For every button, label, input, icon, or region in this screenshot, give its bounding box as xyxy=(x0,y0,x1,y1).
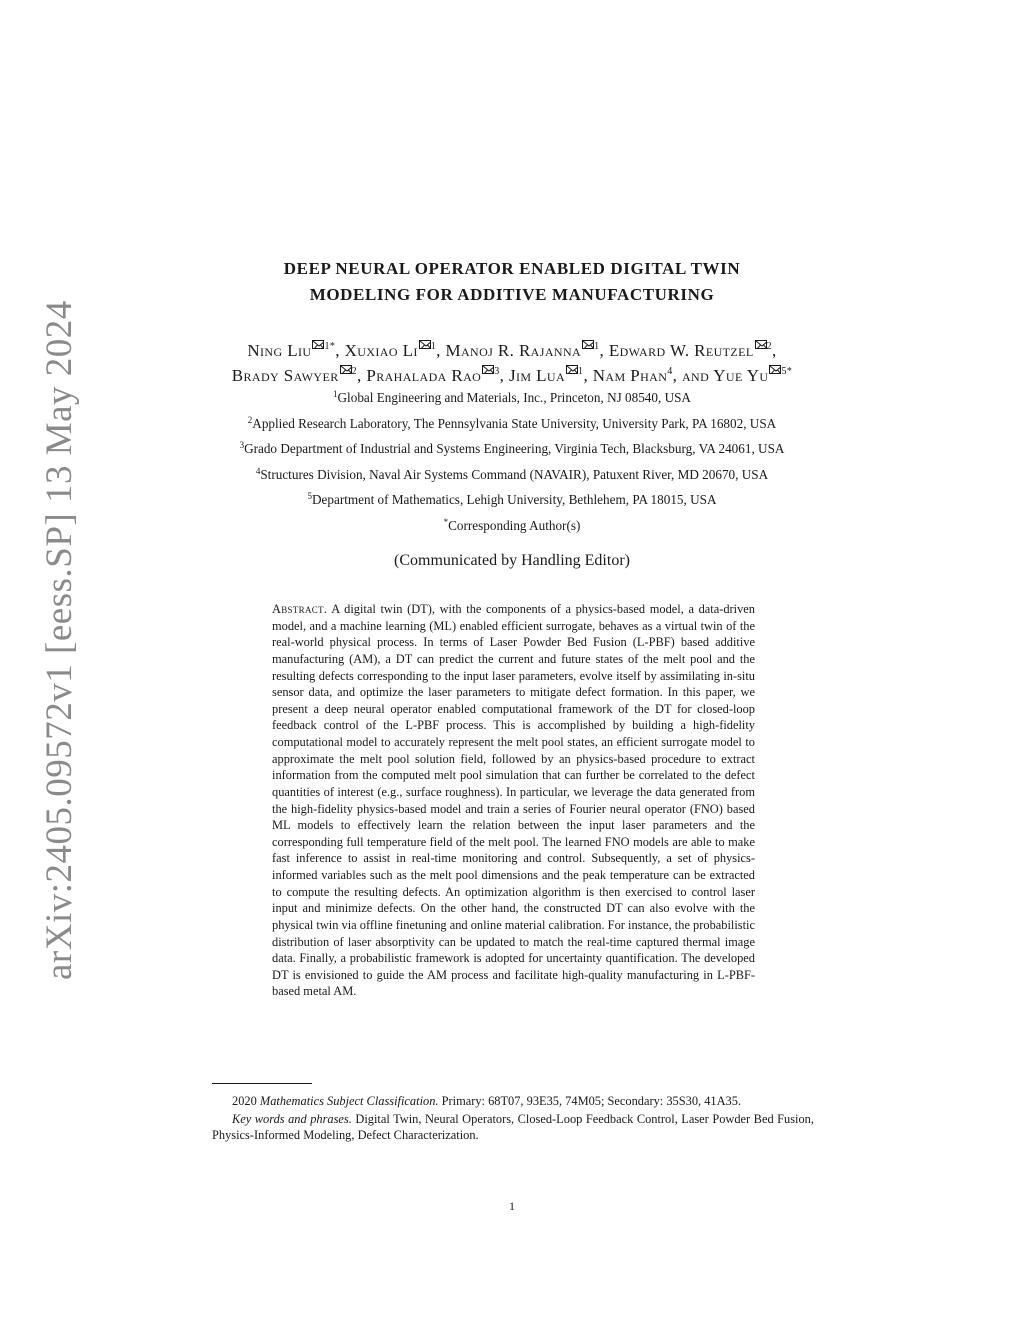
email-icon[interactable] xyxy=(482,365,494,374)
arxiv-stamp: arXiv:2405.09572v1 [eess.SP] 13 May 2024 xyxy=(39,300,80,980)
email-icon[interactable] xyxy=(419,340,431,349)
abstract-label: Abstract. xyxy=(272,602,328,616)
author-affiliation-mark: 4 xyxy=(667,366,673,377)
author-separator: , xyxy=(436,341,446,360)
author-list xyxy=(150,340,874,390)
keywords-footnote: Key words and phrases. Digital Twin, Neural Operators, Closed-Loop Feedback Control, Laser Powder Bed Fusion, Physics-Informed Modeling, Defect Characterization. xyxy=(212,1111,814,1142)
author-affiliation-mark: 1 xyxy=(594,341,600,352)
author-separator: , xyxy=(599,341,609,360)
author-affiliation-mark: 2 xyxy=(351,366,358,377)
paper-title xyxy=(160,256,864,308)
author-name: Prahalada Rao xyxy=(366,366,482,385)
abstract xyxy=(272,601,755,1000)
footnote-rule xyxy=(212,1083,312,1084)
author-affiliation-mark: 1 xyxy=(430,341,437,352)
affiliation: $^5$Department of Mathematics, Lehigh University, Bethlehem, PA 18015, USA xyxy=(307,491,717,508)
author-affiliation-mark: 1* xyxy=(324,341,336,352)
affiliation: $^1$Global Engineering and Materials, Inc., Princeton, NJ 08540, USA xyxy=(333,389,691,405)
author-name: Ning Liu xyxy=(247,341,312,360)
corresponding-author-note: *Corresponding Author(s) xyxy=(443,516,581,533)
msc-footnote: 2020 Mathematics Subject Classification. Primary: 68T07, 93E35, 74M05; Secondary: 35S30, 41A35. xyxy=(232,1094,742,1108)
communicated-by: (Communicated by Handling Editor) xyxy=(394,552,630,569)
author-line-1 xyxy=(150,340,874,365)
author-separator: , xyxy=(771,341,777,360)
author-separator: , xyxy=(335,341,345,360)
title-line-1: DEEP NEURAL OPERATOR ENABLED DIGITAL TWIN xyxy=(283,259,741,278)
affiliation: $^4$Structures Division, Naval Air Systems Command (NAVAIR), Patuxent River, MD 20670, USA xyxy=(255,465,769,482)
author-name: Manoj R. Rajanna xyxy=(445,341,582,360)
email-icon[interactable] xyxy=(582,340,594,349)
author-affiliation-mark: 5* xyxy=(781,366,793,377)
page-number: 1 xyxy=(509,1199,515,1213)
author-separator: , xyxy=(583,366,593,385)
affiliation: $^2$Applied Research Laboratory, The Pennsylvania State University, University Park, PA 16802, USA xyxy=(247,414,777,431)
author-separator: , and xyxy=(672,366,714,385)
author-affiliation-mark: 3 xyxy=(494,366,500,377)
email-icon[interactable] xyxy=(755,340,767,349)
author-name: Yue Yu xyxy=(713,366,769,385)
author-name: Edward W. Reutzel xyxy=(608,341,754,360)
author-name: Xuxiao Li xyxy=(344,341,418,360)
title-line-2: MODELING FOR ADDITIVE MANUFACTURING xyxy=(309,285,715,304)
author-name: Jim Lua xyxy=(508,366,566,385)
affiliation-list xyxy=(150,389,874,543)
author-name: Nam Phan xyxy=(592,366,668,385)
author-line-2 xyxy=(150,365,874,390)
affiliation: $^3$Grado Department of Industrial and Systems Engineering, Virginia Tech, Blacksburg, VA 24061, USA xyxy=(239,440,785,457)
author-separator: , xyxy=(357,366,367,385)
email-icon[interactable] xyxy=(566,365,578,374)
email-icon[interactable] xyxy=(312,340,324,349)
author-affiliation-mark: 2 xyxy=(766,341,772,352)
author-name: Brady Sawyer xyxy=(231,366,339,385)
author-affiliation-mark: 1 xyxy=(578,366,584,377)
footnotes xyxy=(212,1093,814,1145)
email-icon[interactable] xyxy=(769,365,781,374)
author-separator: , xyxy=(499,366,509,385)
abstract-text: A digital twin (DT), with the components of a physics-based model, a data-driven model, and a machine learning (ML) enabled efficient surrogate, behaves as a virtual twin of the real-world physical process. In terms of Laser Powder Bed Fusion (L-PBF) based additive manufacturing (AM), a DT can predict the current and future states of the melt pool and the resulting defects corresponding to the input laser parameters, evolve itself by assimilating in-situ sensor data, and optimize the laser parameters to mitigate defect formation. In this paper, we present a deep neural operator enabled computational framework of the DT for closed-loop feedback control of the L-PBF process. This is accomplished by building a high-fidelity computational model to accurately represent the melt pool states, an efficient surrogate model to approximate the melt pool solution field, followed by an physics-based procedure to extract information from the computed melt pool simulation that can further be correlated to the defect quantities of interest (e.g., surface roughness). In particular, we leverage the data generated from the high-fidelity physics-based model and train a series of Fourier neural operator (FNO) based ML models to effectively learn the relation between the input laser parameters and the corresponding full temperature field of the melt pool. The learned FNO models are able to make fast inference to assist in real-time monitoring and control. Subsequently, a set of physics-informed variables such as the melt pool dimensions and the peak temperature can be extracted to compute the resulting defects. An optimization algorithm is then exercised to control laser input and minimize defects. On the other hand, the constructed DT can also evolve with the physical twin via offline finetuning and online material calibration. For instance, the probabilistic distribution of laser absorptivity can be updated to match the real-time captured thermal image data. Finally, a probabilistic framework is adopted for uncertainty quantification. The developed DT is envisioned to guide the AM process and facilitate high-quality manufacturing in L-PBF-based metal AM. xyxy=(272,602,755,999)
email-icon[interactable] xyxy=(340,365,352,374)
